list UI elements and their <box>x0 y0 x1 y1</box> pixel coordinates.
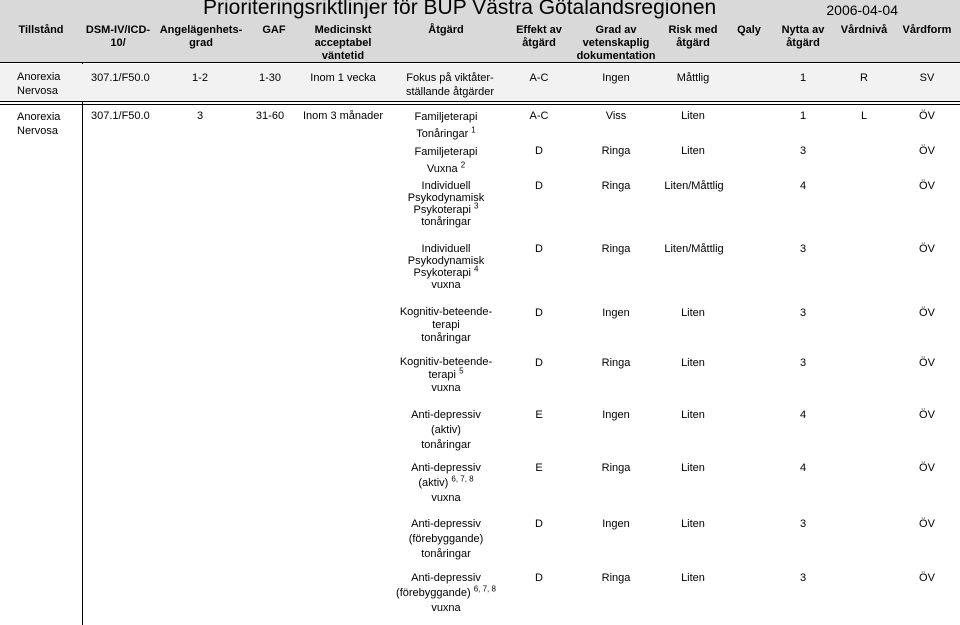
cell-risk: Liten <box>681 462 705 474</box>
cell-nytta: 3 <box>799 243 807 255</box>
cell-grad: Ringa <box>601 145 631 157</box>
cell-nytta: 1 <box>799 110 807 122</box>
cell-risk: Liten <box>681 409 705 421</box>
cell-tillstand: Anorexia Nervosa <box>17 111 61 137</box>
cell-risk: Liten <box>681 110 705 122</box>
header-divider <box>0 62 960 63</box>
cell-grad: Ingen <box>602 72 630 84</box>
col-header-grad: Grad av vetenskaplig dokumentation <box>576 24 656 62</box>
cell-vardform: ÖV <box>919 357 935 369</box>
title-bar <box>0 0 960 20</box>
cell-risk: Liten <box>681 307 705 319</box>
cell-effekt: A-C <box>529 72 549 84</box>
cell-effekt: D <box>535 307 543 319</box>
col-header-angelagenhetsgrad: Angelägenhets- grad <box>159 24 243 49</box>
cell-vardform: ÖV <box>919 180 935 192</box>
cell-nytta: 3 <box>799 357 807 369</box>
col-header-dsm: DSM-IV/ICD- 10/ <box>85 24 151 49</box>
cell-risk: Liten/Måttlig <box>664 180 724 192</box>
cell-vardform: ÖV <box>919 110 935 122</box>
col-header-tillstand: Tillstånd <box>18 24 64 36</box>
cell-atgard: Anti-depressiv (förebyggande) $^{6, 7, 8}$ vuxna <box>396 572 496 614</box>
cell-atgard: Anti-depressiv (förebyggande) tonåringar <box>408 518 484 560</box>
cell-dsm: 307.1/F50.0 <box>91 72 150 84</box>
cell-grad: Ingen <box>602 409 630 421</box>
cell-risk: Liten/Måttlig <box>664 243 724 255</box>
cell-vardform: ÖV <box>919 243 935 255</box>
cell-nytta: 3 <box>799 518 807 530</box>
cell-vantetid: Inom 3 månader <box>302 110 384 122</box>
cell-effekt: A-C <box>529 110 549 122</box>
cell-vantetid: Inom 1 vecka <box>310 72 376 84</box>
cell-risk: Liten <box>681 357 705 369</box>
cell-grad: Ringa <box>601 572 631 584</box>
col-header-vardniva: Vårdnivå <box>840 24 888 36</box>
col-header-atgard: Åtgärd <box>428 24 464 36</box>
cell-atgard: Fokus på viktåter- ställande åtgärder <box>405 72 495 98</box>
cell-vardform: ÖV <box>919 145 935 157</box>
cell-nytta: 3 <box>799 145 807 157</box>
page-date: 2006-04-04 <box>826 2 898 18</box>
row-divider <box>0 101 960 102</box>
cell-risk: Måttlig <box>676 72 710 84</box>
col-header-qaly: Qaly <box>737 24 761 36</box>
cell-vardform: ÖV <box>919 572 935 584</box>
cell-grad: Ringa <box>601 357 631 369</box>
cell-atgard: Anti-depressiv (aktiv) tonåringar <box>411 409 481 451</box>
row-divider <box>0 104 960 105</box>
cell-effekt: D <box>535 243 543 255</box>
cell-effekt: E <box>535 409 543 421</box>
cell-vardniva: L <box>860 110 868 122</box>
cell-angelagenhetsgrad: 1-2 <box>192 72 208 84</box>
cell-grad: Ingen <box>602 518 630 530</box>
cell-vardform: SV <box>919 72 935 84</box>
cell-angelagenhetsgrad: 3 <box>196 110 204 122</box>
cell-effekt: D <box>535 357 543 369</box>
cell-effekt: D <box>535 572 543 584</box>
cell-grad: Ringa <box>601 243 631 255</box>
cell-vardniva: R <box>860 72 868 84</box>
col-header-nytta: Nytta av åtgärd <box>781 24 825 49</box>
col-header-effekt: Effekt av åtgärd <box>516 24 562 49</box>
cell-effekt: D <box>535 145 543 157</box>
page-title: Prioriteringsriktlinjer för BUP Västra Götalandsregionen <box>203 0 717 19</box>
cell-atgard: Kognitiv-beteende- terapi $^5$ vuxna <box>399 356 493 394</box>
col-header-risk: Risk med åtgärd <box>668 24 718 49</box>
cell-vardform: ÖV <box>919 518 935 530</box>
cell-effekt: D <box>535 180 543 192</box>
cell-grad: Viss <box>605 110 627 122</box>
cell-nytta: 4 <box>799 409 807 421</box>
cell-atgard: Familjeterapi Tonåringar $^1$ <box>414 111 478 140</box>
col-header-vantetid: Medicinskt acceptabel väntetid <box>314 24 372 62</box>
cell-nytta: 4 <box>799 462 807 474</box>
cell-effekt: E <box>535 462 543 474</box>
cell-nytta: 3 <box>799 572 807 584</box>
cell-dsm: 307.1/F50.0 <box>91 110 150 122</box>
column-divider <box>82 62 83 625</box>
cell-nytta: 1 <box>799 72 807 84</box>
cell-tillstand: Anorexia Nervosa <box>17 71 61 97</box>
cell-risk: Liten <box>681 145 705 157</box>
cell-risk: Liten <box>681 572 705 584</box>
cell-vardform: ÖV <box>919 409 935 421</box>
cell-gaf: 31-60 <box>255 110 285 122</box>
cell-risk: Liten <box>681 518 705 530</box>
cell-atgard: Familjeterapi Vuxna $^2$ <box>414 146 478 175</box>
cell-grad: Ringa <box>601 180 631 192</box>
cell-effekt: D <box>535 518 543 530</box>
col-header-vardform: Vårdform <box>902 24 952 36</box>
cell-gaf: 1-30 <box>258 72 282 84</box>
cell-atgard: Individuell Psykodynamisk Psykoterapi $^4$ vuxna <box>407 243 485 291</box>
cell-vardform: ÖV <box>919 307 935 319</box>
cell-nytta: 3 <box>799 307 807 319</box>
cell-atgard: Individuell Psykodynamisk Psykoterapi $^3$ tonåringar <box>407 180 485 228</box>
cell-nytta: 4 <box>799 180 807 192</box>
col-header-gaf: GAF <box>262 24 286 36</box>
cell-atgard: Anti-depressiv (aktiv) $^{6, 7, 8}$ vuxna <box>411 462 481 504</box>
cell-grad: Ringa <box>601 462 631 474</box>
cell-atgard: Kognitiv-beteende- terapi tonåringar <box>399 306 493 344</box>
cell-vardform: ÖV <box>919 462 935 474</box>
cell-grad: Ingen <box>602 307 630 319</box>
